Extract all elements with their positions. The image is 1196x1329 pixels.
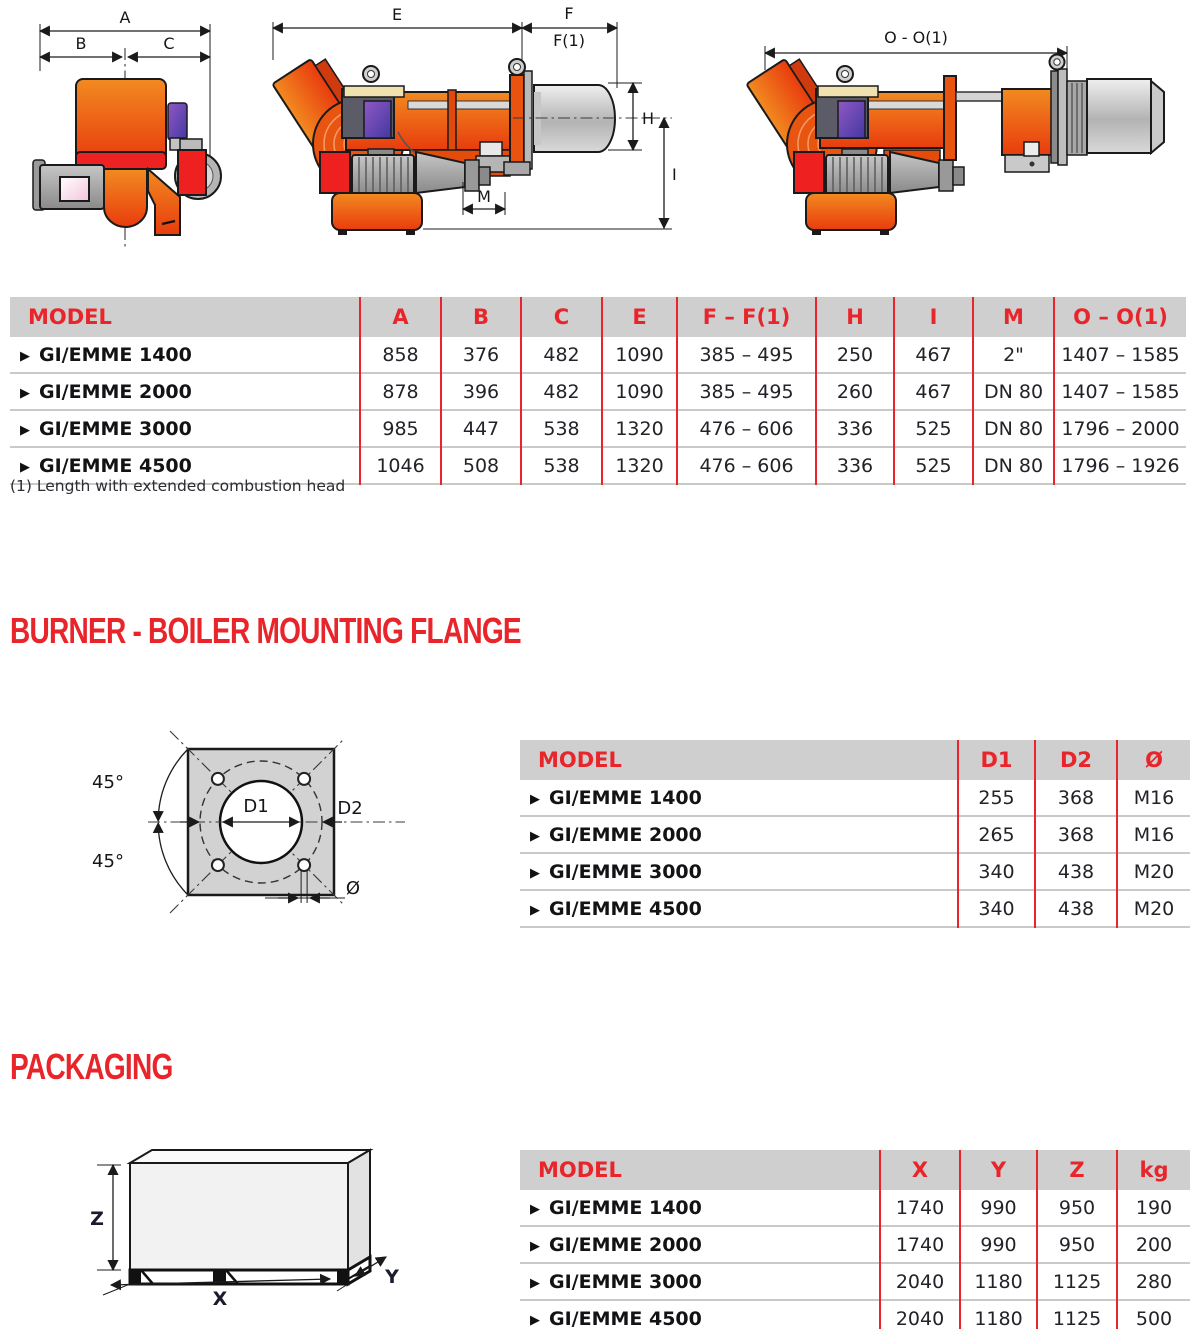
value-cell: 482 bbox=[521, 337, 602, 373]
packaging-diagram bbox=[85, 1113, 415, 1318]
table-row bbox=[520, 816, 1190, 853]
pack-x-label: X bbox=[212, 1288, 228, 1310]
table-row bbox=[10, 410, 1186, 447]
value-cell: 1180 bbox=[960, 1300, 1037, 1329]
burner-extended-body bbox=[746, 52, 1164, 235]
col-header-model: MODEL bbox=[520, 740, 958, 780]
value-cell: 1796 – 1926 bbox=[1054, 447, 1186, 484]
table-row bbox=[520, 780, 1190, 816]
row-marker-icon: ▶ bbox=[20, 348, 30, 364]
value-cell: 340 bbox=[958, 853, 1035, 890]
row-marker-icon: ▶ bbox=[530, 791, 540, 807]
front-view-drawing bbox=[28, 8, 223, 258]
col-header-m: M bbox=[973, 297, 1054, 337]
value-cell: 340 bbox=[958, 890, 1035, 927]
table-row bbox=[520, 1226, 1190, 1263]
extended-view-drawing bbox=[748, 18, 1193, 258]
table-row bbox=[520, 1300, 1190, 1329]
value-cell: 265 bbox=[958, 816, 1035, 853]
model-name: GI/EMME 2000 bbox=[549, 1233, 702, 1256]
row-marker-icon: ▶ bbox=[20, 422, 30, 438]
value-cell: 538 bbox=[521, 410, 602, 447]
model-name: GI/EMME 3000 bbox=[39, 417, 192, 440]
value-cell: 525 bbox=[894, 447, 973, 484]
row-marker-icon: ▶ bbox=[530, 1238, 540, 1254]
row-marker-icon: ▶ bbox=[530, 1201, 540, 1217]
value-cell: 438 bbox=[1035, 853, 1117, 890]
model-name: GI/EMME 1400 bbox=[549, 1196, 702, 1219]
value-cell: 858 bbox=[360, 337, 441, 373]
value-cell: DN 80 bbox=[973, 447, 1054, 484]
col-header-d2: D2 bbox=[1035, 740, 1117, 780]
table-header-row bbox=[520, 740, 1190, 780]
value-cell: 396 bbox=[441, 373, 521, 410]
value-cell: 368 bbox=[1035, 816, 1117, 853]
row-marker-icon: ▶ bbox=[530, 1312, 540, 1328]
table-row bbox=[520, 890, 1190, 927]
value-cell: 538 bbox=[521, 447, 602, 484]
flange-diameter-label: Ø bbox=[345, 878, 361, 899]
value-cell: 190 bbox=[1117, 1190, 1190, 1226]
row-marker-icon: ▶ bbox=[20, 459, 30, 475]
flange-d2-label: D2 bbox=[337, 798, 363, 819]
pack-z-label: Z bbox=[90, 1208, 104, 1230]
table-row bbox=[10, 373, 1186, 410]
value-cell: 260 bbox=[816, 373, 894, 410]
model-cell bbox=[520, 853, 958, 890]
value-cell: 985 bbox=[360, 410, 441, 447]
model-name: GI/EMME 3000 bbox=[549, 1270, 702, 1293]
value-cell: 1090 bbox=[602, 337, 677, 373]
col-header-f: F – F(1) bbox=[677, 297, 816, 337]
row-marker-icon: ▶ bbox=[530, 865, 540, 881]
flange-angle-top-label: 45° bbox=[92, 772, 124, 793]
value-cell: 950 bbox=[1037, 1190, 1117, 1226]
model-cell bbox=[520, 780, 958, 816]
model-cell bbox=[520, 1190, 880, 1226]
table-row bbox=[520, 853, 1190, 890]
value-cell: M16 bbox=[1117, 816, 1190, 853]
dim-label-c: C bbox=[163, 34, 175, 53]
value-cell: 250 bbox=[816, 337, 894, 373]
model-name: GI/EMME 1400 bbox=[39, 343, 192, 366]
value-cell: 482 bbox=[521, 373, 602, 410]
value-cell: 476 – 606 bbox=[677, 410, 816, 447]
model-name: GI/EMME 1400 bbox=[549, 786, 702, 809]
value-cell: 500 bbox=[1117, 1300, 1190, 1329]
row-marker-icon: ▶ bbox=[530, 902, 540, 918]
flange-d1-label: D1 bbox=[243, 796, 269, 817]
value-cell: 467 bbox=[894, 337, 973, 373]
col-header-model: MODEL bbox=[520, 1150, 880, 1190]
model-name: GI/EMME 4500 bbox=[39, 454, 192, 477]
value-cell: 1407 – 1585 bbox=[1054, 373, 1186, 410]
value-cell: 336 bbox=[816, 447, 894, 484]
model-cell bbox=[10, 373, 360, 410]
side-view-drawing bbox=[258, 2, 688, 260]
model-cell bbox=[520, 1226, 880, 1263]
value-cell: 1320 bbox=[602, 447, 677, 484]
model-cell bbox=[10, 337, 360, 373]
table-row bbox=[520, 1263, 1190, 1300]
table-header-row bbox=[520, 1150, 1190, 1190]
value-cell: 467 bbox=[894, 373, 973, 410]
value-cell: 368 bbox=[1035, 780, 1117, 816]
packaging-section-title: PACKAGING bbox=[10, 1046, 173, 1087]
value-cell: 336 bbox=[816, 410, 894, 447]
table-header-row bbox=[10, 297, 1186, 337]
value-cell: 200 bbox=[1117, 1226, 1190, 1263]
col-header-o: O – O(1) bbox=[1054, 297, 1186, 337]
table-row bbox=[10, 337, 1186, 373]
model-cell bbox=[520, 890, 958, 927]
value-cell: 2040 bbox=[880, 1263, 960, 1300]
flange-diagram bbox=[60, 722, 370, 922]
table-row bbox=[520, 1190, 1190, 1226]
flange-table bbox=[520, 740, 1190, 928]
col-header-d1: D1 bbox=[958, 740, 1035, 780]
col-header-b: B bbox=[441, 297, 521, 337]
pack-y-label: Y bbox=[385, 1266, 399, 1288]
value-cell: 1320 bbox=[602, 410, 677, 447]
col-header-a: A bbox=[360, 297, 441, 337]
packaging-table bbox=[520, 1150, 1190, 1329]
value-cell: M20 bbox=[1117, 890, 1190, 927]
dim-label-a: A bbox=[119, 8, 131, 27]
model-cell bbox=[520, 1263, 880, 1300]
model-cell bbox=[10, 410, 360, 447]
value-cell: M20 bbox=[1117, 853, 1190, 890]
value-cell: 1740 bbox=[880, 1190, 960, 1226]
col-header-y: Y bbox=[960, 1150, 1037, 1190]
row-marker-icon: ▶ bbox=[20, 385, 30, 401]
value-cell: 525 bbox=[894, 410, 973, 447]
value-cell: 1796 – 2000 bbox=[1054, 410, 1186, 447]
dim-label-h: H bbox=[642, 109, 655, 128]
model-cell bbox=[520, 1300, 880, 1329]
value-cell: 508 bbox=[441, 447, 521, 484]
flange-section-title: BURNER - BOILER MOUNTING FLANGE bbox=[10, 610, 521, 651]
value-cell: 385 – 495 bbox=[677, 373, 816, 410]
col-header-kg: kg bbox=[1117, 1150, 1190, 1190]
model-name: GI/EMME 2000 bbox=[39, 380, 192, 403]
col-header-e: E bbox=[602, 297, 677, 337]
col-header-model: MODEL bbox=[10, 297, 360, 337]
model-cell bbox=[520, 816, 958, 853]
dim-label-o: O - O(1) bbox=[884, 28, 948, 47]
col-header-c: C bbox=[521, 297, 602, 337]
model-name: GI/EMME 2000 bbox=[549, 823, 702, 846]
value-cell: 990 bbox=[960, 1190, 1037, 1226]
value-cell: 1125 bbox=[1037, 1263, 1117, 1300]
col-header-diameter: Ø bbox=[1117, 740, 1190, 780]
dim-label-f: F bbox=[564, 4, 574, 23]
value-cell: 1740 bbox=[880, 1226, 960, 1263]
value-cell: 950 bbox=[1037, 1226, 1117, 1263]
col-header-x: X bbox=[880, 1150, 960, 1190]
dim-label-e: E bbox=[391, 5, 403, 24]
value-cell: 280 bbox=[1117, 1263, 1190, 1300]
model-name: GI/EMME 4500 bbox=[549, 1307, 702, 1329]
value-cell: 1180 bbox=[960, 1263, 1037, 1300]
burner-front-body bbox=[33, 79, 221, 235]
value-cell: 376 bbox=[441, 337, 521, 373]
col-header-h: H bbox=[816, 297, 894, 337]
row-marker-icon: ▶ bbox=[530, 1275, 540, 1291]
value-cell: 1046 bbox=[360, 447, 441, 484]
burner-side-body bbox=[272, 52, 615, 235]
dim-label-i: I bbox=[672, 165, 677, 184]
value-cell: 476 – 606 bbox=[677, 447, 816, 484]
model-name: GI/EMME 3000 bbox=[549, 860, 702, 883]
col-header-z: Z bbox=[1037, 1150, 1117, 1190]
value-cell: 255 bbox=[958, 780, 1035, 816]
dim-label-m: M bbox=[477, 187, 491, 206]
footnote: (1) Length with extended combustion head bbox=[10, 477, 346, 495]
value-cell: 1125 bbox=[1037, 1300, 1117, 1329]
model-name: GI/EMME 4500 bbox=[549, 897, 702, 920]
value-cell: DN 80 bbox=[973, 410, 1054, 447]
dim-label-f1: F(1) bbox=[553, 31, 585, 50]
row-marker-icon: ▶ bbox=[530, 828, 540, 844]
value-cell: M16 bbox=[1117, 780, 1190, 816]
value-cell: 1407 – 1585 bbox=[1054, 337, 1186, 373]
value-cell: 438 bbox=[1035, 890, 1117, 927]
value-cell: 990 bbox=[960, 1226, 1037, 1263]
value-cell: 1090 bbox=[602, 373, 677, 410]
value-cell: 385 – 495 bbox=[677, 337, 816, 373]
dimensions-table bbox=[10, 297, 1186, 485]
dim-label-b: B bbox=[75, 34, 87, 53]
value-cell: 878 bbox=[360, 373, 441, 410]
value-cell: 2" bbox=[973, 337, 1054, 373]
flange-angle-bottom-label: 45° bbox=[92, 851, 124, 872]
col-header-i: I bbox=[894, 297, 973, 337]
value-cell: 447 bbox=[441, 410, 521, 447]
value-cell: 2040 bbox=[880, 1300, 960, 1329]
value-cell: DN 80 bbox=[973, 373, 1054, 410]
